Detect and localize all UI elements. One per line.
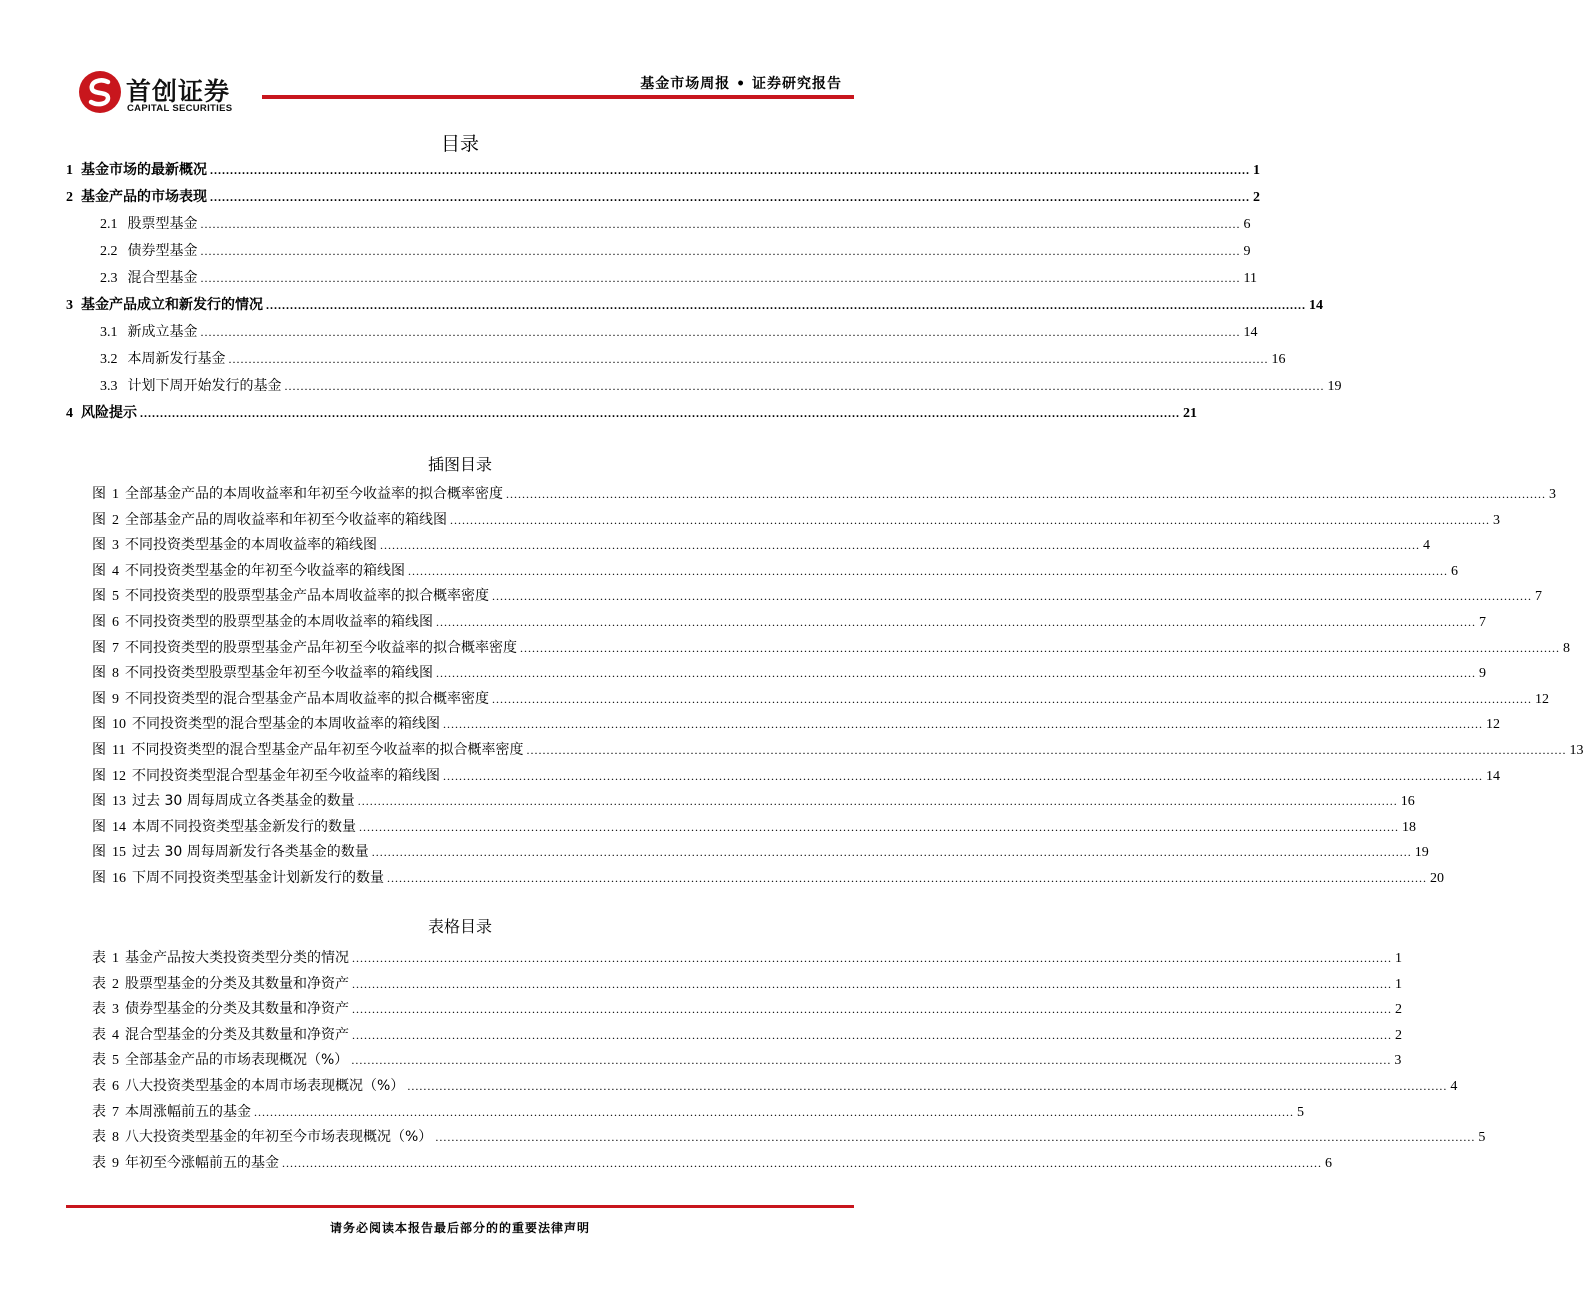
entry-number: 2 (112, 512, 119, 528)
entry-number: 8 (112, 666, 119, 682)
entry-label (92, 790, 355, 810)
entry-label (92, 483, 503, 503)
entry-title: 混合型基金的分类及其数量和净资产 (125, 1026, 349, 1043)
toc-entry[interactable] (66, 159, 1260, 181)
entry-page-number: 3 (1549, 487, 1556, 502)
entry-number: 3.3 (100, 379, 118, 394)
entry-prefix: 图 (92, 742, 106, 758)
entry-number: 11 (112, 743, 126, 758)
entry-title: 不同投资类型基金的年初至今收益率的箱线图 (125, 562, 405, 579)
entry-title: 过去 30 周每周成立各类基金的数量 (132, 793, 355, 810)
entry-label (100, 213, 198, 233)
table-list-entry[interactable] (92, 1101, 1304, 1123)
dot-leader: .................................................................................................................................................................................................................................................................... (506, 487, 1546, 501)
entry-page-number: 19 (1414, 845, 1429, 861)
figure-list-entry[interactable] (92, 841, 1429, 863)
dot-leader: .................................................................................................................................................................................................................................................................... (200, 244, 1241, 258)
entry-label (100, 240, 198, 260)
entry-number: 10 (112, 717, 126, 733)
entry-page-number: 1 (1395, 951, 1402, 966)
figure-list-entry[interactable] (92, 585, 1542, 607)
dot-leader: .................................................................................................................................................................................................................................................................... (228, 352, 1269, 366)
entry-page-number: 9 (1243, 244, 1251, 259)
entry-page-number: 7 (1479, 615, 1486, 630)
header-divider (262, 95, 854, 99)
entry-label (92, 534, 377, 554)
entry-page-number: 12 (1486, 717, 1500, 733)
capital-securities-logo-icon (78, 70, 122, 114)
dot-leader: .................................................................................................................................................................................................................................................................... (435, 1130, 1476, 1145)
dot-leader: .................................................................................................................................................................................................................................................................... (371, 845, 1412, 860)
entry-title: 年初至今涨幅前五的基金 (125, 1154, 279, 1171)
entry-title: 本周不同投资类型基金新发行的数量 (132, 818, 356, 835)
entry-label (92, 841, 369, 861)
dot-leader: .................................................................................................................................................................................................................................................................... (436, 615, 1476, 629)
entry-label (66, 159, 207, 179)
figure-list-entry[interactable] (92, 867, 1444, 889)
entry-title: 全部基金产品的市场表现概况（%） (125, 1052, 349, 1069)
entry-page-number: 3 (1493, 512, 1500, 528)
entry-prefix: 图 (92, 767, 106, 784)
dot-leader: .................................................................................................................................................................................................................................................................... (282, 1155, 1322, 1170)
page-header (0, 0, 920, 120)
entry-label (92, 739, 523, 759)
entry-number: 3 (112, 538, 119, 554)
entry-page-number: 1 (1253, 163, 1260, 178)
figure-list-entry[interactable] (92, 560, 1458, 582)
figure-list-entry[interactable] (92, 713, 1500, 735)
table-list-entry[interactable] (92, 1126, 1486, 1148)
logo-english-name: CAPITAL SECURITIES (127, 103, 233, 114)
table-list-entry[interactable] (92, 1075, 1458, 1097)
dot-leader: .................................................................................................................................................................................................................................................................... (352, 951, 1392, 965)
entry-title: 基金市场的最新概况 (81, 162, 207, 178)
entry-title: 新成立基金 (127, 324, 198, 340)
entry-page-number: 1 (1395, 976, 1402, 992)
entry-title: 下周不同投资类型基金计划新发行的数量 (132, 870, 384, 886)
entry-prefix: 表 (92, 1078, 106, 1094)
entry-label (100, 348, 226, 368)
entry-page-number: 14 (1243, 325, 1258, 340)
figure-list-entry[interactable] (92, 765, 1500, 787)
logo-chinese-name: 首创证券 (126, 77, 231, 106)
entry-number: 2.2 (100, 244, 118, 259)
entry-prefix: 表 (92, 1154, 106, 1171)
dot-leader: .................................................................................................................................................................................................................................................................... (266, 298, 1306, 312)
figure-list-entry[interactable] (92, 739, 1583, 761)
entry-title: 全部基金产品的本周收益率和年初至今收益率的拟合概率密度 (125, 486, 503, 502)
entry-label (92, 1126, 432, 1146)
entry-prefix: 图 (92, 818, 106, 835)
figure-list-entry[interactable] (92, 611, 1486, 633)
entry-page-number: 2 (1253, 190, 1260, 205)
toc-entry[interactable] (66, 294, 1323, 316)
entry-number: 3.1 (100, 325, 118, 340)
figure-list-entry[interactable] (92, 509, 1500, 531)
entry-title: 股票型基金 (127, 216, 198, 232)
entry-label (92, 1101, 251, 1121)
dot-leader: .................................................................................................................................................................................................................................................................... (443, 717, 1483, 732)
entry-prefix: 图 (92, 793, 106, 810)
entry-title: 基金产品按大类投资类型分类的情况 (125, 950, 349, 966)
entry-number: 5 (112, 1053, 119, 1069)
dot-leader: .................................................................................................................................................................................................................................................................... (526, 743, 1567, 757)
entry-label (92, 688, 489, 708)
entry-prefix: 图 (92, 870, 106, 886)
entry-title: 混合型基金 (127, 270, 198, 286)
entry-title: 不同投资类型的混合型基金产品年初至今收益率的拟合概率密度 (131, 742, 524, 758)
entry-label (92, 662, 433, 682)
entry-page-number: 19 (1327, 379, 1342, 394)
entry-prefix: 图 (92, 716, 106, 733)
entry-number: 15 (112, 845, 126, 861)
entry-label (92, 973, 349, 993)
entry-label (92, 1152, 279, 1172)
dot-leader: .................................................................................................................................................................................................................................................................... (380, 538, 1420, 553)
entry-page-number: 11 (1243, 271, 1257, 286)
dot-leader: .................................................................................................................................................................................................................................................................... (200, 325, 1241, 339)
entry-title: 不同投资类型混合型基金年初至今收益率的箱线图 (132, 767, 440, 784)
entry-number: 1 (112, 487, 119, 502)
entry-label (92, 1024, 349, 1044)
entry-title: 不同投资类型股票型基金年初至今收益率的箱线图 (125, 665, 433, 682)
entry-number: 5 (112, 589, 119, 605)
entry-label (92, 816, 356, 836)
entry-title: 不同投资类型的混合型基金产品本周收益率的拟合概率密度 (125, 690, 489, 707)
entry-number: 7 (112, 1104, 119, 1120)
table-list-entry[interactable] (92, 998, 1402, 1020)
entry-title: 本周涨幅前五的基金 (125, 1103, 251, 1120)
entry-page-number: 4 (1423, 538, 1430, 554)
table-list-heading: 表格目录 (427, 917, 492, 936)
entry-page-number: 18 (1402, 819, 1416, 835)
entry-number: 2 (66, 190, 73, 205)
dot-leader: .................................................................................................................................................................................................................................................................... (352, 976, 1392, 991)
entry-prefix: 图 (92, 486, 106, 502)
entry-label (92, 585, 489, 605)
entry-title: 风险提示 (81, 405, 137, 421)
entry-number: 2.1 (100, 217, 118, 232)
entry-title: 过去 30 周每周新发行各类基金的数量 (132, 844, 369, 861)
entry-label (100, 375, 282, 395)
entry-number: 4 (112, 563, 119, 579)
toc-entry[interactable] (100, 375, 1342, 397)
entry-title: 不同投资类型的混合型基金的本周收益率的箱线图 (132, 716, 440, 733)
entry-number: 14 (112, 819, 126, 835)
entry-prefix: 表 (92, 1001, 106, 1018)
figure-list-entry[interactable] (92, 816, 1416, 838)
dot-leader: .................................................................................................................................................................................................................................................................... (352, 1002, 1392, 1017)
entry-page-number: 4 (1450, 1079, 1458, 1094)
entry-title: 股票型基金的分类及其数量和净资产 (125, 975, 349, 992)
entry-title: 计划下周开始发行的基金 (127, 378, 282, 394)
entry-number: 1 (112, 951, 119, 966)
entry-label (92, 947, 349, 967)
entry-page-number: 8 (1563, 640, 1570, 656)
entry-page-number: 9 (1479, 666, 1486, 682)
table-list-entry[interactable] (92, 947, 1402, 969)
entry-title: 不同投资类型的股票型基金的本周收益率的箱线图 (125, 614, 433, 630)
figure-list-entry[interactable] (92, 483, 1556, 505)
figure-list-entry[interactable] (92, 688, 1549, 710)
entry-page-number: 14 (1486, 768, 1500, 784)
entry-page-number: 6 (1243, 217, 1251, 232)
entry-title: 不同投资类型的股票型基金产品本周收益率的拟合概率密度 (125, 588, 489, 605)
dot-leader: .................................................................................................................................................................................................................................................................... (254, 1104, 1294, 1119)
entry-label (92, 765, 440, 785)
entry-title: 八大投资类型基金的年初至今市场表现概况（%） (125, 1129, 433, 1146)
entry-page-number: 2 (1395, 1027, 1402, 1043)
entry-label (92, 1075, 404, 1095)
legal-disclaimer: 请务必阅读本报告最后部分的的重要法律声明 (329, 1221, 590, 1235)
entry-number: 16 (112, 871, 126, 886)
dot-leader: .................................................................................................................................................................................................................................................................... (450, 512, 1490, 527)
toc-heading: 目录 (440, 133, 479, 155)
entry-title: 基金产品的市场表现 (81, 189, 207, 205)
entry-number: 4 (66, 406, 73, 421)
dot-leader: .................................................................................................................................................................................................................................................................... (351, 1053, 1392, 1068)
entry-page-number: 21 (1183, 406, 1197, 421)
entry-number: 8 (112, 1130, 119, 1146)
entry-label (92, 509, 447, 529)
entry-page-number: 5 (1478, 1130, 1486, 1146)
figure-list-entry[interactable] (92, 662, 1486, 684)
toc-entry[interactable] (66, 186, 1260, 208)
entry-label (92, 560, 405, 580)
figure-list-entry[interactable] (92, 790, 1415, 812)
entry-prefix: 图 (92, 690, 106, 707)
table-list-entry[interactable] (92, 1049, 1402, 1071)
entry-prefix: 表 (92, 1103, 106, 1120)
entry-prefix: 图 (92, 665, 106, 682)
toc-entry[interactable] (100, 240, 1251, 262)
dot-leader: .................................................................................................................................................................................................................................................................... (352, 1027, 1392, 1042)
entry-label (92, 998, 349, 1018)
dot-leader: .................................................................................................................................................................................................................................................................... (359, 819, 1399, 834)
toc-entry[interactable] (100, 321, 1258, 343)
entry-label (92, 713, 440, 733)
entry-label (92, 1049, 348, 1069)
entry-page-number: 20 (1430, 871, 1444, 886)
toc-entry[interactable] (100, 348, 1286, 370)
entry-number: 6 (112, 615, 119, 630)
dot-leader: .................................................................................................................................................................................................................................................................... (200, 271, 1241, 285)
entry-title: 不同投资类型的股票型基金产品年初至今收益率的拟合概率密度 (125, 639, 517, 656)
entry-number: 2.3 (100, 271, 118, 286)
entry-label (66, 294, 263, 314)
entry-page-number: 14 (1309, 298, 1323, 313)
entry-page-number: 12 (1535, 691, 1549, 707)
entry-number: 3 (112, 1002, 119, 1018)
entry-prefix: 表 (92, 1026, 106, 1043)
entry-label (100, 321, 198, 341)
entry-number: 1 (66, 163, 73, 178)
dot-leader: .................................................................................................................................................................................................................................................................... (357, 794, 1398, 809)
entry-prefix: 表 (92, 1129, 106, 1146)
toc-entry[interactable] (100, 267, 1257, 289)
dot-leader: .................................................................................................................................................................................................................................................................... (443, 768, 1483, 783)
entry-page-number: 7 (1535, 589, 1542, 605)
entry-number: 9 (112, 1155, 119, 1171)
report-title: 基金市场周报 • 证券研究报告 (640, 76, 842, 92)
entry-number: 9 (112, 691, 119, 707)
dot-leader: .................................................................................................................................................................................................................................................................... (200, 217, 1241, 231)
entry-number: 13 (112, 794, 126, 810)
entry-label (100, 267, 198, 287)
entry-page-number: 5 (1297, 1104, 1304, 1120)
figure-list-entry[interactable] (92, 637, 1570, 659)
entry-prefix: 图 (92, 614, 106, 630)
dot-leader: .................................................................................................................................................................................................................................................................... (387, 871, 1427, 885)
entry-title: 基金产品成立和新发行的情况 (81, 297, 263, 313)
entry-prefix: 表 (92, 975, 106, 992)
table-list-entry[interactable] (92, 1152, 1332, 1174)
entry-prefix: 图 (92, 537, 106, 554)
entry-page-number: 2 (1395, 1002, 1402, 1018)
entry-number: 3.2 (100, 352, 118, 367)
table-list-entry[interactable] (92, 1024, 1402, 1046)
entry-prefix: 表 (92, 1052, 106, 1069)
table-list-entry[interactable] (92, 973, 1402, 995)
dot-leader: .................................................................................................................................................................................................................................................................... (210, 163, 1250, 177)
entry-number: 3 (66, 298, 73, 313)
entry-title: 债券型基金的分类及其数量和净资产 (125, 1001, 349, 1018)
dot-leader: .................................................................................................................................................................................................................................................................... (436, 666, 1476, 681)
entry-number: 7 (112, 640, 119, 656)
entry-page-number: 6 (1325, 1155, 1332, 1171)
dot-leader: .................................................................................................................................................................................................................................................................... (140, 406, 1180, 420)
dot-leader: .................................................................................................................................................................................................................................................................... (210, 190, 1250, 204)
entry-prefix: 图 (92, 639, 106, 656)
entry-title: 八大投资类型基金的本周市场表现概况（%） (125, 1078, 405, 1094)
entry-prefix: 图 (92, 562, 106, 579)
entry-label (66, 186, 207, 206)
company-logo (78, 70, 258, 118)
dot-leader: .................................................................................................................................................................................................................................................................... (492, 589, 1532, 604)
entry-label (66, 402, 137, 422)
dot-leader: .................................................................................................................................................................................................................................................................... (408, 563, 1448, 578)
entry-page-number: 13 (1569, 743, 1583, 758)
entry-page-number: 3 (1394, 1053, 1402, 1069)
entry-label (92, 611, 433, 631)
figure-list-heading: 插图目录 (427, 455, 492, 474)
entry-page-number: 16 (1271, 352, 1286, 367)
entry-prefix: 图 (92, 511, 106, 528)
entry-title: 全部基金产品的周收益率和年初至今收益率的箱线图 (125, 511, 447, 528)
toc-entry[interactable] (100, 213, 1251, 235)
entry-number: 2 (112, 976, 119, 992)
entry-prefix: 表 (92, 950, 106, 966)
dot-leader: .................................................................................................................................................................................................................................................................... (407, 1079, 1448, 1093)
entry-number: 12 (112, 768, 126, 784)
entry-title: 本周新发行基金 (127, 351, 226, 367)
entry-label (92, 637, 517, 657)
entry-prefix: 图 (92, 844, 106, 861)
dot-leader: .................................................................................................................................................................................................................................................................... (284, 379, 1325, 393)
dot-leader: .................................................................................................................................................................................................................................................................... (520, 640, 1560, 655)
entry-label (92, 867, 384, 887)
footer-divider (66, 1205, 854, 1208)
entry-prefix: 图 (92, 588, 106, 605)
figure-list-entry[interactable] (92, 534, 1430, 556)
entry-page-number: 6 (1451, 563, 1458, 579)
entry-title: 不同投资类型基金的本周收益率的箱线图 (125, 537, 377, 554)
entry-number: 4 (112, 1027, 119, 1043)
toc-entry[interactable] (66, 402, 1197, 424)
entry-number: 6 (112, 1079, 119, 1094)
entry-page-number: 16 (1400, 794, 1415, 810)
entry-title: 债券型基金 (127, 243, 198, 259)
dot-leader: .................................................................................................................................................................................................................................................................... (492, 691, 1532, 706)
